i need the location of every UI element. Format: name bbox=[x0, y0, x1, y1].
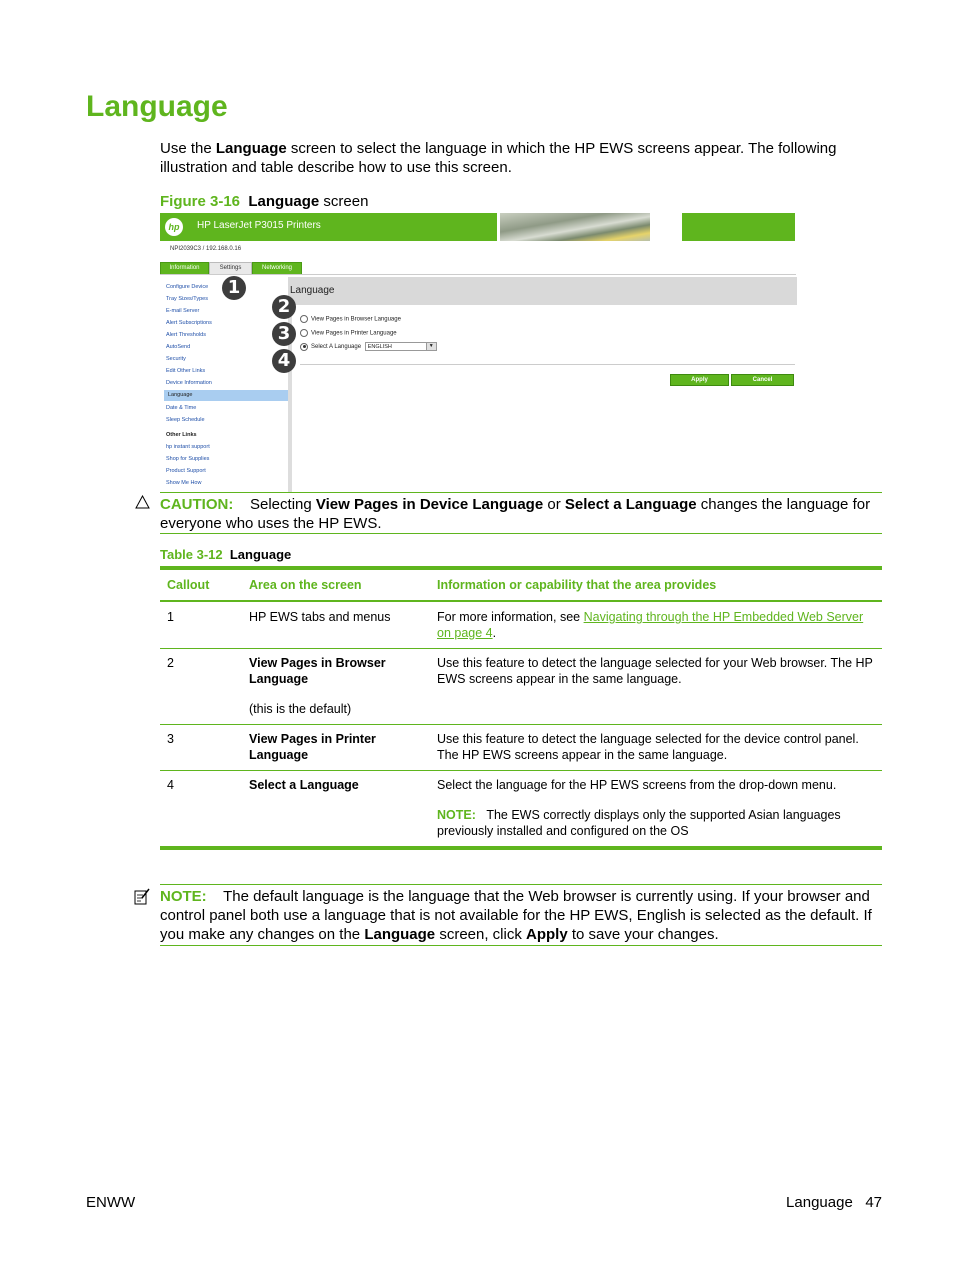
panel-title: Language bbox=[288, 277, 797, 305]
table-row-1-info bbox=[437, 609, 877, 641]
figure-caption bbox=[160, 193, 368, 210]
radio-browser-language[interactable] bbox=[300, 315, 308, 323]
table-row-4-callout: 4 bbox=[167, 778, 174, 792]
caution-label: CAUTION: bbox=[160, 496, 234, 513]
row-rule bbox=[160, 724, 882, 725]
option-select-label: Select A Language bbox=[311, 344, 362, 351]
intro-text: Use the bbox=[160, 140, 216, 157]
nav-email-server[interactable]: E-mail Server bbox=[166, 308, 200, 314]
row-rule bbox=[160, 770, 882, 771]
figure-label: Figure 3-16 bbox=[160, 193, 241, 210]
table-row-1-area: HP EWS tabs and menus bbox=[249, 610, 391, 624]
caution-block bbox=[160, 495, 882, 533]
nav-sleep-schedule[interactable]: Sleep Schedule bbox=[166, 417, 205, 423]
device-address: NPI2039C3 / 192.168.0.16 bbox=[170, 246, 242, 252]
footer-section: Language bbox=[786, 1194, 853, 1211]
row-4-note-label: NOTE: bbox=[437, 808, 476, 822]
note-text-3: to save your changes. bbox=[567, 926, 719, 943]
table-row-3-info: Use this feature to detect the language selected for the device control panel. The HP EWS screens appear in the same language. bbox=[437, 732, 859, 762]
note-bold-2: Apply bbox=[526, 926, 568, 943]
note-pencil-icon bbox=[134, 888, 150, 906]
table-row-2-area-note: (this is the default) bbox=[249, 702, 352, 716]
intro-bold: Language bbox=[215, 140, 287, 157]
ews-screenshot bbox=[160, 212, 796, 492]
caution-top-rule bbox=[160, 492, 882, 493]
apply-button[interactable]: Apply bbox=[670, 374, 729, 386]
row-1-info-text: For more information, see bbox=[437, 610, 584, 624]
caution-bold-2: Select a Language bbox=[564, 496, 697, 513]
table-title: Language bbox=[229, 547, 292, 562]
hp-header-bar bbox=[160, 213, 497, 241]
table-row-4-info: Select the language for the HP EWS screens from the drop-down menu. bbox=[437, 778, 837, 792]
header-green-block bbox=[682, 213, 795, 241]
table-row-1-callout: 1 bbox=[167, 610, 174, 624]
note-top-rule bbox=[160, 884, 882, 885]
figure-title-rest: screen bbox=[319, 193, 369, 210]
intro-text-rest: screen to select the language in which the HP EWS screens appear. The following illustration and table describe how to use this screen. bbox=[160, 140, 837, 176]
chevron-down-icon: ▼ bbox=[426, 343, 436, 350]
tab-settings[interactable]: Settings bbox=[209, 262, 252, 275]
page-title: Language bbox=[86, 90, 228, 123]
warning-triangle-icon bbox=[135, 495, 150, 509]
table-row-2-area: View Pages in Browser Language bbox=[249, 656, 386, 686]
caution-bold-1: View Pages in Device Language bbox=[315, 496, 544, 513]
header-rule bbox=[160, 600, 882, 602]
tab-divider bbox=[160, 274, 796, 275]
header-callout: Callout bbox=[167, 578, 210, 592]
nav-alert-subscriptions[interactable]: Alert Subscriptions bbox=[166, 320, 212, 326]
nav-date-time[interactable]: Date & Time bbox=[166, 405, 197, 411]
nav-tray-sizes[interactable]: Tray Sizes/Types bbox=[166, 296, 208, 302]
header-info: Information or capability that the area provides bbox=[437, 578, 717, 592]
navigating-link[interactable]: Navigating through the HP Embedded Web Server on page 4 bbox=[437, 610, 864, 640]
note-label: NOTE: bbox=[160, 888, 207, 905]
nav-shop-supplies[interactable]: Shop for Supplies bbox=[166, 456, 210, 462]
callout-3: 3 bbox=[272, 322, 296, 346]
tab-networking[interactable]: Networking bbox=[252, 262, 302, 275]
header-area: Area on the screen bbox=[249, 578, 362, 592]
row-4-note-text: The EWS correctly displays only the supported Asian languages previously installed and configured on the OS bbox=[437, 808, 841, 838]
option-select-language[interactable] bbox=[300, 342, 437, 351]
table-top-rule bbox=[160, 566, 882, 570]
note-bold-1: Language bbox=[364, 926, 436, 943]
row-rule bbox=[160, 648, 882, 649]
nav-product-support[interactable]: Product Support bbox=[166, 468, 206, 474]
hp-logo-icon: hp bbox=[165, 218, 183, 236]
table-caption bbox=[160, 547, 291, 562]
nav-security[interactable]: Security bbox=[166, 356, 186, 362]
note-text: The default language is the language that the Web browser is currently using. If your browser and control panel both use a language that is not available for the HP EWS, English is selected as the default. If you make any changes on the bbox=[160, 888, 872, 943]
callout-4: 4 bbox=[272, 349, 296, 373]
nav-show-me-how[interactable]: Show Me How bbox=[166, 480, 202, 486]
nav-edit-other-links[interactable]: Edit Other Links bbox=[166, 368, 206, 374]
option-browser-label: View Pages in Browser Language bbox=[311, 316, 401, 323]
nav-device-information[interactable]: Device Information bbox=[166, 380, 212, 386]
page-number: 47 bbox=[865, 1194, 882, 1211]
header-photo bbox=[500, 213, 650, 241]
footer-left: ENWW bbox=[86, 1194, 136, 1211]
footer-right bbox=[786, 1194, 882, 1211]
note-text-2: screen, click bbox=[435, 926, 527, 943]
table-row-3-callout: 3 bbox=[167, 732, 174, 746]
caution-text-2: or bbox=[543, 496, 565, 513]
figure-title: Language bbox=[248, 193, 320, 210]
other-links-heading: Other Links bbox=[166, 432, 197, 438]
callout-2: 2 bbox=[272, 295, 296, 319]
intro-paragraph bbox=[160, 139, 882, 177]
panel-separator bbox=[300, 364, 795, 365]
table-row-4-note bbox=[437, 807, 877, 839]
table-row-2-info: Use this feature to detect the language selected for your Web browser. The HP EWS screens appear in the same language. bbox=[437, 656, 873, 686]
language-dropdown[interactable] bbox=[365, 342, 437, 351]
caution-text: Selecting bbox=[250, 496, 316, 513]
radio-select-language[interactable] bbox=[300, 343, 308, 351]
language-dropdown-value: ENGLISH bbox=[367, 344, 392, 350]
nav-alert-thresholds[interactable]: Alert Thresholds bbox=[166, 332, 206, 338]
note-block bbox=[160, 887, 882, 944]
nav-configure-device[interactable]: Configure Device bbox=[166, 284, 209, 290]
nav-hp-instant-support[interactable]: hp instant support bbox=[166, 444, 210, 450]
callout-1: 1 bbox=[222, 276, 246, 300]
product-title: HP LaserJet P3015 Printers bbox=[197, 220, 321, 231]
table-label: Table 3-12 bbox=[160, 547, 223, 562]
option-browser-language[interactable] bbox=[300, 315, 401, 323]
caution-text-3: changes the language for everyone who uses the HP EWS. bbox=[160, 496, 871, 532]
tab-information[interactable]: Information bbox=[160, 262, 209, 275]
radio-printer-language[interactable] bbox=[300, 329, 308, 337]
option-printer-label: View Pages in Printer Language bbox=[311, 330, 397, 337]
caution-bottom-rule bbox=[160, 533, 882, 534]
table-bottom-rule bbox=[160, 846, 882, 850]
table-row-3-area: View Pages in Printer Language bbox=[249, 732, 376, 762]
table-row-2-callout: 2 bbox=[167, 656, 174, 670]
cancel-button[interactable]: Cancel bbox=[731, 374, 794, 386]
option-printer-language[interactable] bbox=[300, 329, 397, 337]
table-row-4-area: Select a Language bbox=[249, 778, 359, 792]
note-bottom-rule bbox=[160, 945, 882, 946]
row-1-info-end: . bbox=[492, 626, 497, 640]
nav-autosend[interactable]: AutoSend bbox=[166, 344, 191, 350]
nav-language[interactable]: Language bbox=[164, 390, 288, 401]
